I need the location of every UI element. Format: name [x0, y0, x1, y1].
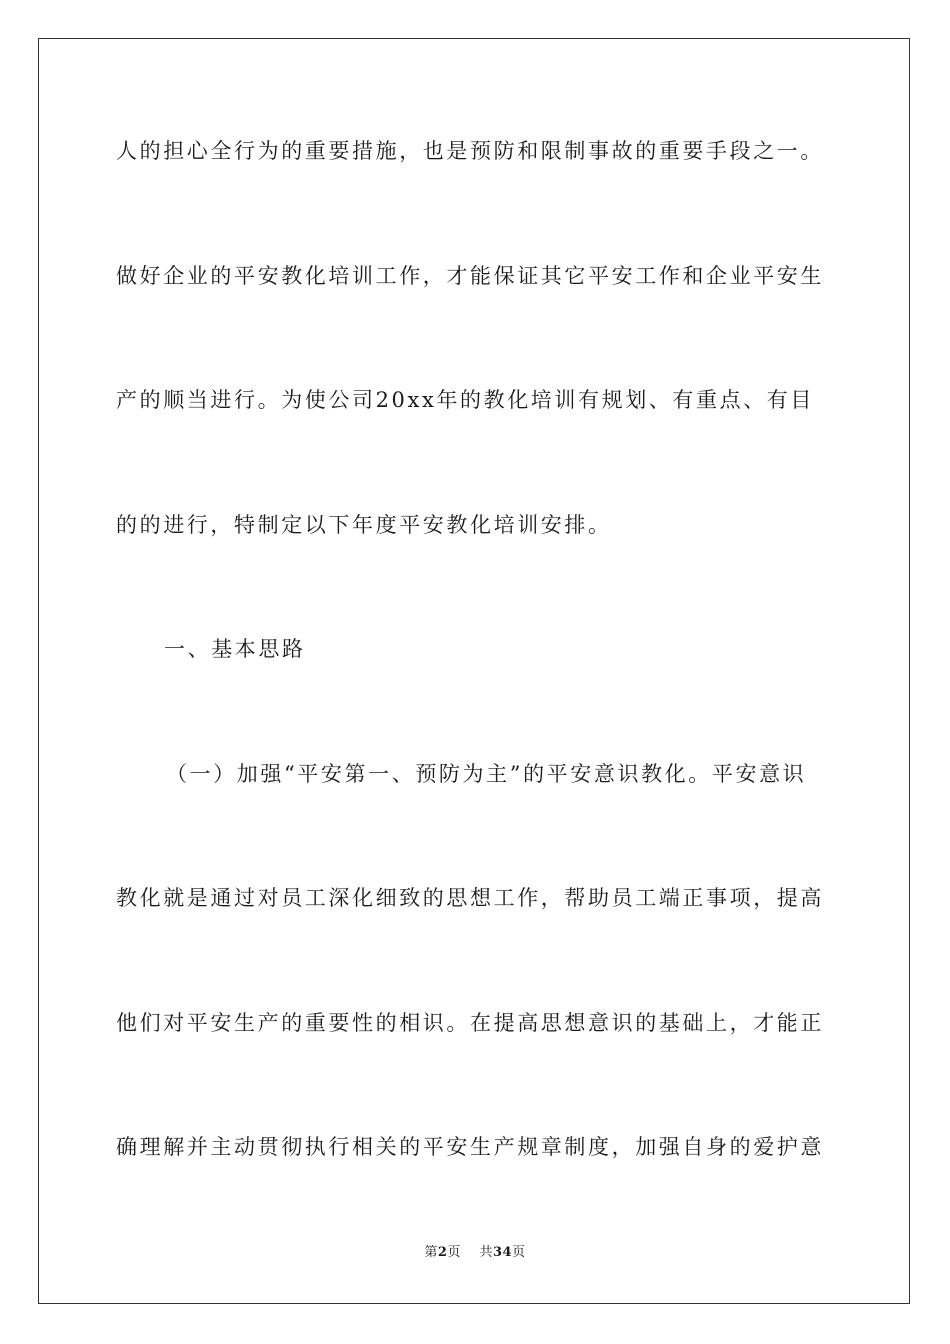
footer-page-number: 2	[437, 1245, 448, 1260]
footer-page-prefix: 第	[424, 1245, 438, 1260]
body-line-1: 人的担心全行为的重要措施，也是预防和限制事故的重要手段之一。	[116, 139, 824, 163]
footer-total-pages: 34	[493, 1245, 513, 1260]
body-line-9: 确理解并主动贯彻执行相关的平安生产规章制度，加强自身的爱护意	[116, 1135, 824, 1159]
body-line-3: 产的顺当进行。为使公司20xx年的教化培训有规划、有重点、有目	[116, 388, 815, 412]
body-line-2: 做好企业的平安教化培训工作，才能保证其它平安工作和企业平安生	[116, 264, 824, 288]
body-line-4: 的的进行，特制定以下年度平安教化培训安排。	[116, 513, 612, 537]
body-line-7: 教化就是通过对员工深化细致的思想工作，帮助员工端正事项，提高	[116, 886, 824, 910]
body-line-6: （一）加强“平安第一、预防为主”的平安意识教化。平安意识	[166, 762, 807, 786]
page-footer	[0, 1245, 950, 1261]
footer-total-suffix: 页	[512, 1245, 526, 1260]
footer-page-suffix: 页	[447, 1245, 461, 1260]
body-line-8: 他们对平安生产的重要性的相识。在提高思想意识的基础上，才能正	[116, 1011, 824, 1035]
section-heading: 一、基本思路	[164, 637, 306, 661]
page-border	[38, 38, 910, 1304]
footer-total-prefix: 共	[479, 1245, 493, 1260]
